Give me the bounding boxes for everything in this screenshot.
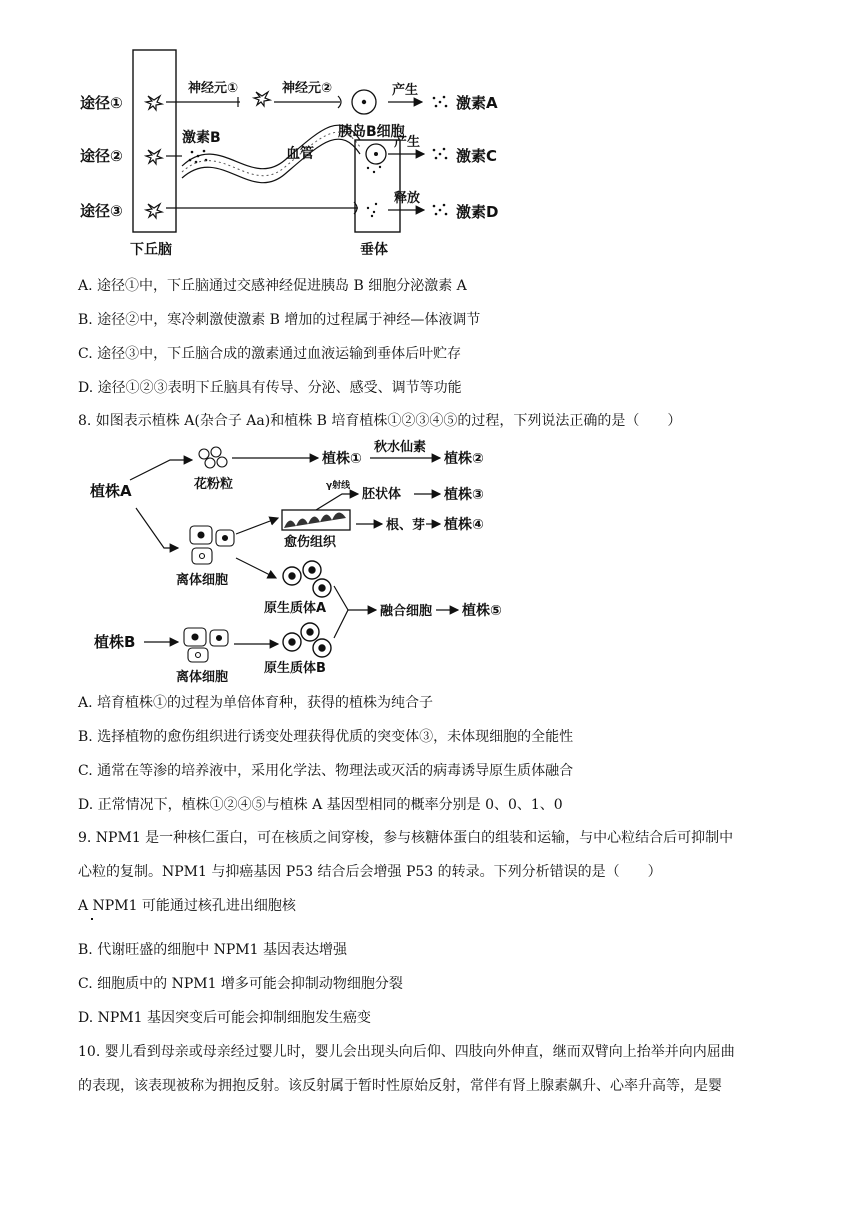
q8-option-a: A. 培育植株①的过程为单倍体育种，获得的植株为纯合子 bbox=[78, 695, 434, 711]
isolated-cells-icon bbox=[190, 526, 234, 564]
q7-option-d: D. 途径①②③表明下丘脑具有传导、分泌、感受、调节等功能 bbox=[78, 380, 462, 396]
pituitary-label: 垂体 bbox=[360, 242, 388, 258]
stray-dot bbox=[91, 918, 93, 920]
callus-label: 愈伤组织 bbox=[284, 535, 337, 550]
pollen-icon bbox=[199, 447, 227, 468]
isolated-cells-icon bbox=[184, 628, 228, 662]
protoplast-a-label: 原生质体A bbox=[264, 601, 327, 616]
plant-4-label: 植株④ bbox=[444, 517, 484, 533]
isolated-cells-2-label: 离体细胞 bbox=[176, 670, 229, 685]
plant-1-label: 植株① bbox=[322, 451, 362, 467]
produce-2-label: 产生 bbox=[394, 135, 421, 150]
plant-5-label: 植株⑤ bbox=[462, 603, 502, 619]
protoplast-b-label: 原生质体B bbox=[264, 661, 326, 676]
q9-stem-line-2: 心粒的复制。NPM1 与抑癌基因 P53 结合后会增强 P53 的转录。下列分析错误的是（ ） bbox=[78, 864, 662, 880]
hormone-d-label: 激素D bbox=[456, 203, 499, 221]
q9-stem-line-1: 9. NPM1 是一种核仁蛋白，可在核质之间穿梭，参与核糖体蛋白的组装和运输，与中心粒结合后可抑制中 bbox=[78, 830, 734, 846]
hypothalamus-box bbox=[133, 50, 176, 232]
q8-option-b: B. 选择植物的愈伤组织进行诱变处理获得优质的突变体③，未体现细胞的全能性 bbox=[78, 729, 574, 745]
neuron-2-label: 神经元② bbox=[282, 81, 333, 96]
hormone-c-label: 激素C bbox=[456, 147, 498, 165]
q9-option-a: A NPM1 可能通过核孔进出细胞核 bbox=[78, 898, 296, 914]
hormone-a-label: 激素A bbox=[456, 94, 498, 112]
hormone-dots-icon bbox=[433, 204, 448, 216]
q10-stem-line-1: 10. 婴儿看到母亲或母亲经过婴儿时，婴儿会出现头向后仰、四肢向外伸直，继而双臂向上抬举并向内屈曲 bbox=[78, 1044, 735, 1060]
route-1-label: 途径① bbox=[80, 94, 123, 112]
q9-option-b: B. 代谢旺盛的细胞中 NPM1 基因表达增强 bbox=[78, 942, 348, 958]
q7-option-c: C. 途径③中，下丘脑合成的激素通过血液运输到垂体后叶贮存 bbox=[78, 346, 462, 362]
pollen-label: 花粉粒 bbox=[194, 477, 234, 492]
hormone-dots-icon bbox=[433, 148, 448, 160]
islet-cell-label: 胰岛B细胞 bbox=[338, 124, 405, 140]
root-bud-label: 根、芽 bbox=[386, 518, 426, 533]
protoplast-b-icon bbox=[283, 623, 331, 657]
plant-a-label: 植株A bbox=[90, 482, 132, 500]
q9-option-d: D. NPM1 基因突变后可能会抑制细胞发生癌变 bbox=[78, 1010, 371, 1026]
gamma-ray-label: γ射线 bbox=[326, 481, 351, 491]
q8-stem: 8. 如图表示植株 A(杂合子 Aa)和植株 B 培育植株①②③④⑤的过程，下列说法正确的是（ ） bbox=[78, 413, 682, 429]
q9-option-c: C. 细胞质中的 NPM1 增多可能会抑制动物细胞分裂 bbox=[78, 976, 403, 992]
protoplast-a-icon bbox=[283, 561, 331, 597]
q8-option-d: D. 正常情况下，植株①②④⑤与植株 A 基因型相同的概率分别是 0、0、1、0 bbox=[78, 797, 563, 813]
isolated-cells-1-label: 离体细胞 bbox=[176, 573, 229, 588]
plant-3-label: 植株③ bbox=[444, 487, 484, 503]
neuron-1-label: 神经元① bbox=[188, 81, 239, 96]
route-3-label: 途径③ bbox=[80, 202, 123, 220]
q8-option-c: C. 通常在等渗的培养液中，采用化学法、物理法或灭活的病毒诱导原生质体融合 bbox=[78, 763, 574, 779]
hypothalamus-label: 下丘脑 bbox=[130, 242, 172, 258]
neuron-icon bbox=[254, 92, 270, 106]
hormone-b-label: 激素B bbox=[182, 130, 221, 146]
vessel-label: 血管 bbox=[286, 146, 314, 162]
route-2-label: 途径② bbox=[80, 147, 123, 165]
q7-option-a: A. 途径①中，下丘脑通过交感神经促进胰岛 B 细胞分泌激素 A bbox=[78, 278, 467, 294]
hormone-dots-icon bbox=[433, 96, 448, 108]
figure-hormone-pathways bbox=[70, 40, 530, 265]
plant-2-label: 植株② bbox=[444, 451, 484, 467]
neuron-icon bbox=[146, 96, 162, 218]
figure-plant-breeding bbox=[80, 438, 520, 688]
q7-option-b: B. 途径②中，寒冷刺激使激素 B 增加的过程属于神经—体液调节 bbox=[78, 312, 481, 328]
produce-1-label: 产生 bbox=[392, 83, 419, 98]
embryoid-label: 胚状体 bbox=[362, 487, 402, 502]
release-label: 释放 bbox=[394, 191, 421, 206]
fused-cell-label: 融合细胞 bbox=[380, 604, 433, 619]
q10-stem-line-2: 的表现，该表现被称为拥抱反射。该反射属于暂时性原始反射，常伴有肾上腺素飙升、心率升高等，是婴 bbox=[78, 1078, 722, 1094]
plant-b-label: 植株B bbox=[94, 633, 136, 651]
colchicine-label: 秋水仙素 bbox=[374, 440, 427, 455]
